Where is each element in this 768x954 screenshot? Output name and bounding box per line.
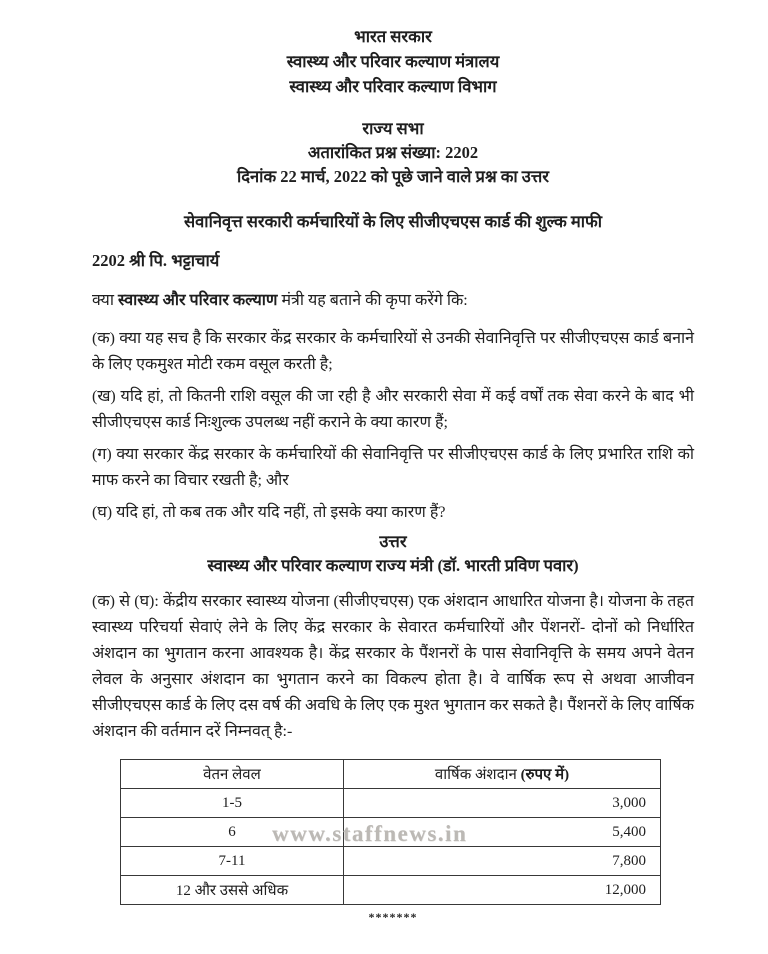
department-name: स्वास्थ्य और परिवार कल्याण विभाग	[289, 77, 497, 96]
pay-level-cell: 12 और उससे अधिक	[121, 876, 344, 905]
asker-line: 2202 श्री पि. भट्टाचार्य	[92, 251, 220, 270]
subject-title: सेवानिवृत्त सरकारी कर्मचारियों के लिए सीजीएचएस कार्ड की शुल्क माफी	[183, 212, 603, 231]
amount-cell: 12,000	[344, 876, 661, 905]
footer-stars: *******	[368, 910, 418, 924]
answer-heading: उत्तर	[379, 532, 407, 551]
pay-level-cell: 6	[121, 818, 344, 847]
question-intro-suffix: मंत्री यह बताने की कृपा करेंगे कि:	[277, 292, 468, 309]
question-part-c: (ग) क्या सरकार केंद्र सरकार के कर्मचारियों की सेवानिवृत्ति पर सीजीएचएस कार्ड के लिए प्रभारित राशि को माफ करने का विचार रखती है; और	[92, 446, 694, 489]
question-intro	[92, 290, 694, 312]
question-intro-ministry: स्वास्थ्य और परिवार कल्याण	[117, 292, 278, 309]
question-intro-prefix: क्या	[92, 292, 118, 309]
question-parts	[92, 326, 694, 526]
watermark-text: www.staffnews.in	[272, 821, 468, 846]
table-row	[121, 847, 661, 876]
header-annual-contribution-unit: (रुपए में)	[520, 767, 570, 783]
house-name: राज्य सभा	[362, 119, 424, 138]
question-part-d: (घ) यदि हां, तो कब तक और यदि नहीं, तो इसके क्या कारण हैं?	[92, 504, 446, 521]
govt-header	[92, 24, 694, 99]
question-part-a: (क) क्या यह सच है कि सरकार केंद्र सरकार के कर्मचारियों से उनकी सेवानिवृत्ति पर सीजीएचएस कार्ड बनाने के लिए एकमुश्त मोटी रकम वसूल करती है;	[92, 330, 694, 373]
table-row	[121, 818, 661, 847]
session-block	[92, 117, 694, 189]
amount-cell: 3,000	[344, 789, 661, 818]
contribution-table-wrap	[120, 759, 661, 905]
table-row	[121, 789, 661, 818]
answer-body: (क) से (घ): केंद्रीय सरकार स्वास्थ्य योजना (सीजीएचएस) एक अंशदान आधारित योजना है। योजना के तहत स्वास्थ्य परिचर्या सेवाएं लेने के लिए केंद्र सरकार के सेवारत कर्मचारियों और पेंशनरों- दोनों को निर्धारित अंशदान का भुगतान करना आवश्यक है। केंद्र सरकार के पैंशनरों के पास सेवानिवृत्ति के समय अपने वेतन लेवल के अनुसार अंशदान का भुगतान करने का विकल्प होता है। वे वार्षिक रूप से अथवा आजीवन सीजीएचएस कार्ड के लिए दस वर्ष की अवधि के लिए एक मुश्त भुगतान कर सकते है। पैंशनरों के लिए वार्षिक अंशदान की वर्तमान दरें निम्नवत् है:-	[92, 593, 694, 740]
question-part-b: (ख) यदि हां, तो कितनी राशि वसूल की जा रही है और सरकारी सेवा में कई वर्षों तक सेवा करने के बाद भी सीजीएचएस कार्ड निःशुल्क उपलब्ध नहीं कराने के क्या कारण हैं;	[92, 388, 694, 431]
pay-level-cell: 7-11	[121, 847, 344, 876]
question-date-line: दिनांक 22 मार्च, 2022 को पूछे जाने वाले प्रश्न का उत्तर	[236, 167, 549, 186]
amount-cell: 7,800	[344, 847, 661, 876]
header-annual-contribution	[344, 760, 661, 789]
table-header-row	[121, 760, 661, 789]
pay-level-cell: 1-5	[121, 789, 344, 818]
question-number-line: अतारांकित प्रश्न संख्या: 2202	[307, 143, 479, 162]
contribution-table	[120, 759, 661, 905]
govt-name: भारत सरकार	[354, 27, 432, 46]
ministry-name: स्वास्थ्य और परिवार कल्याण मंत्रालय	[286, 52, 500, 71]
minister-line: स्वास्थ्य और परिवार कल्याण राज्य मंत्री (डॉ. भारती प्रविण पवार)	[207, 556, 579, 575]
table-row	[121, 876, 661, 905]
header-pay-level: वेतन लेवल	[121, 760, 344, 789]
header-annual-contribution-text: वार्षिक अंशदान	[434, 767, 517, 783]
amount-cell: 5,400	[344, 818, 661, 847]
